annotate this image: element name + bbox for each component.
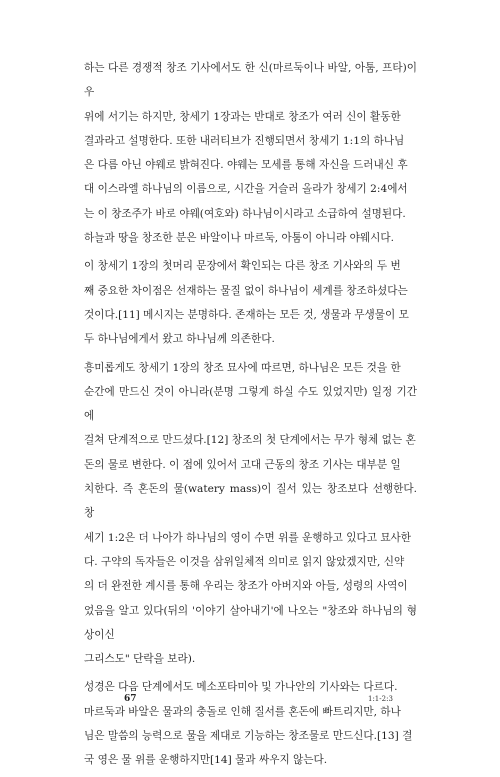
body-text	[84, 56, 417, 777]
paragraph-4: 성경은 다음 단계에서도 메소포타미아 및 가나안의 기사와는 다르다. 마르둑과 바알은 물과의 충돌로 인해 질서를 혼돈에 빠트리지만, 하나 님은 말씀의 능력으로 물을 제대로 기능하는 창조물로 만드신다.[13] 결 국 영은 물 위를 운행하지만[14] 물과 싸우지 않는다.	[84, 681, 413, 767]
paragraph-3: 흥미롭게도 창세기 1장의 창조 묘사에 따르면, 하나님은 모든 것을 한 순간에 만드신 것이 아니라(분명 그렇게 하실 수도 있었지만) 일정 기간에 걸쳐 단계적으로 만드셨다.[12] 창조의 첫 단계에서는 무가 형체 없는 혼 돈의 물로 변한다. 이 점에 있어서 고대 근동의 창조 기사는 대부분 일 치한다. 즉 혼돈의 물(watery mass)이 질서 있는 창조보다 선행한다. 창 세기 1:2은 더 나아가 하나님의 영이 수면 위를 운행하고 있다고 묘사한 다. 구약의 독자들은 이것을 삼위일체적 의미로 읽지 않았겠지만, 신약 의 더 완전한 계시를 통해 우리는 창조가 아버지와 아들, 성령의 사역이 었음을 알고 있다(뒤의 '이야기 살아내기'에 나오는 "창조와 하나님의 형상이신 그리스도" 단락을 보라).	[84, 361, 417, 666]
section-reference: 1:1-2:3	[368, 695, 393, 703]
paragraph-2: 이 창세기 1장의 첫머리 문장에서 확인되는 다른 창조 기사와의 두 번 째 중요한 차이점은 선재하는 물질 없이 하나님이 세계를 창조하셨다는 것이다.[11] 메시지는 분명하다. 존재하는 모든 것, 생물과 무생물이 모 두 하나님에게서 왔고 하나님께 의존한다.	[84, 260, 409, 346]
paragraph-1: 하는 다른 경쟁적 창조 기사에서도 한 신(마르둑이나 바알, 아툼, 프타)이 우 위에 서기는 하지만, 창세기 1장과는 반대로 창조가 여러 신이 활동한 결과라고 설명한다. 또한 내러티브가 진행되면서 창세기 1:1의 하나님 은 다름 아닌 야웨로 밝혀진다. 야웨는 모세를 통해 자신을 드러내신 후 대 이스라엘 하나님의 이름으로, 시간을 거슬러 올라가 창세기 2:4에서 는 이 창조주가 바로 야웨(여호와) 하나님이시라고 소급하여 설명된다. 하늘과 땅을 창조한 분은 바알이나 마르둑, 아툼이 아니라 야웨시다.	[84, 62, 417, 245]
page-number: 67	[124, 694, 137, 704]
